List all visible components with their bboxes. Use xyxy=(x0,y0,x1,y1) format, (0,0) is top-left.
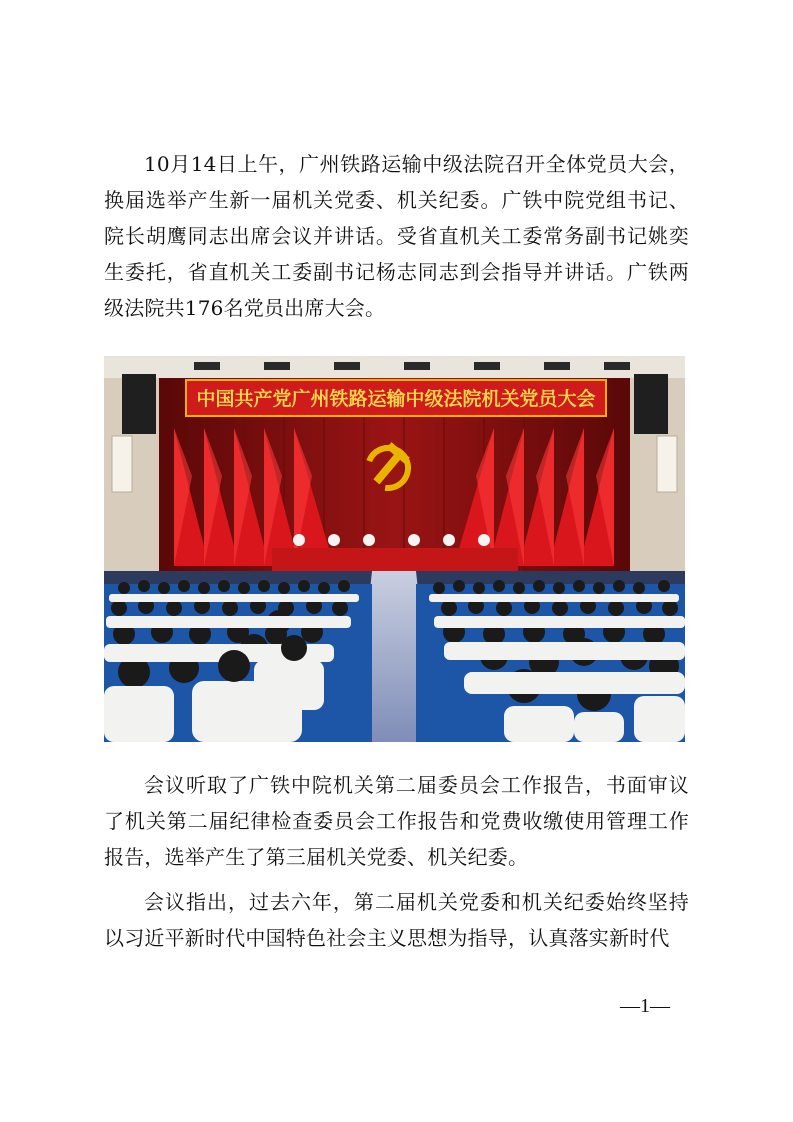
paragraph-review: 会议指出，过去六年，第二届机关党委和机关纪委始终坚持以习近平新时代中国特色社会主义思想为指导，认真落实新时代 xyxy=(104,890,689,950)
paragraph-report: 会议听取了广铁中院机关第二届委员会工作报告，书面审议了机关第二届纪律检查委员会工作报告和党费收缴使用管理工作报告，选举产生了第三届机关党委、机关纪委。 xyxy=(104,773,689,869)
left-audience xyxy=(104,580,372,742)
page-number: —1— xyxy=(620,995,670,1017)
meeting-photo xyxy=(104,356,685,742)
paragraph-intro: 10月14日上午，广州铁路运输中级法院召开全体党员大会，换届选举产生新一届机关党委、机关纪委。广铁中院党组书记、院长胡鹰同志出席会议并讲话。受省直机关工委常务副书记姚奕生委托，省直机关工委副书记杨志同志到会指导并讲话。广铁两级法院共176名党员出席大会。 xyxy=(104,152,689,320)
right-audience xyxy=(416,580,685,742)
ceiling xyxy=(104,356,685,378)
banner-text: 中国共产党广州铁路运输中级法院机关党员大会 xyxy=(196,388,596,410)
stage-table xyxy=(272,548,518,572)
